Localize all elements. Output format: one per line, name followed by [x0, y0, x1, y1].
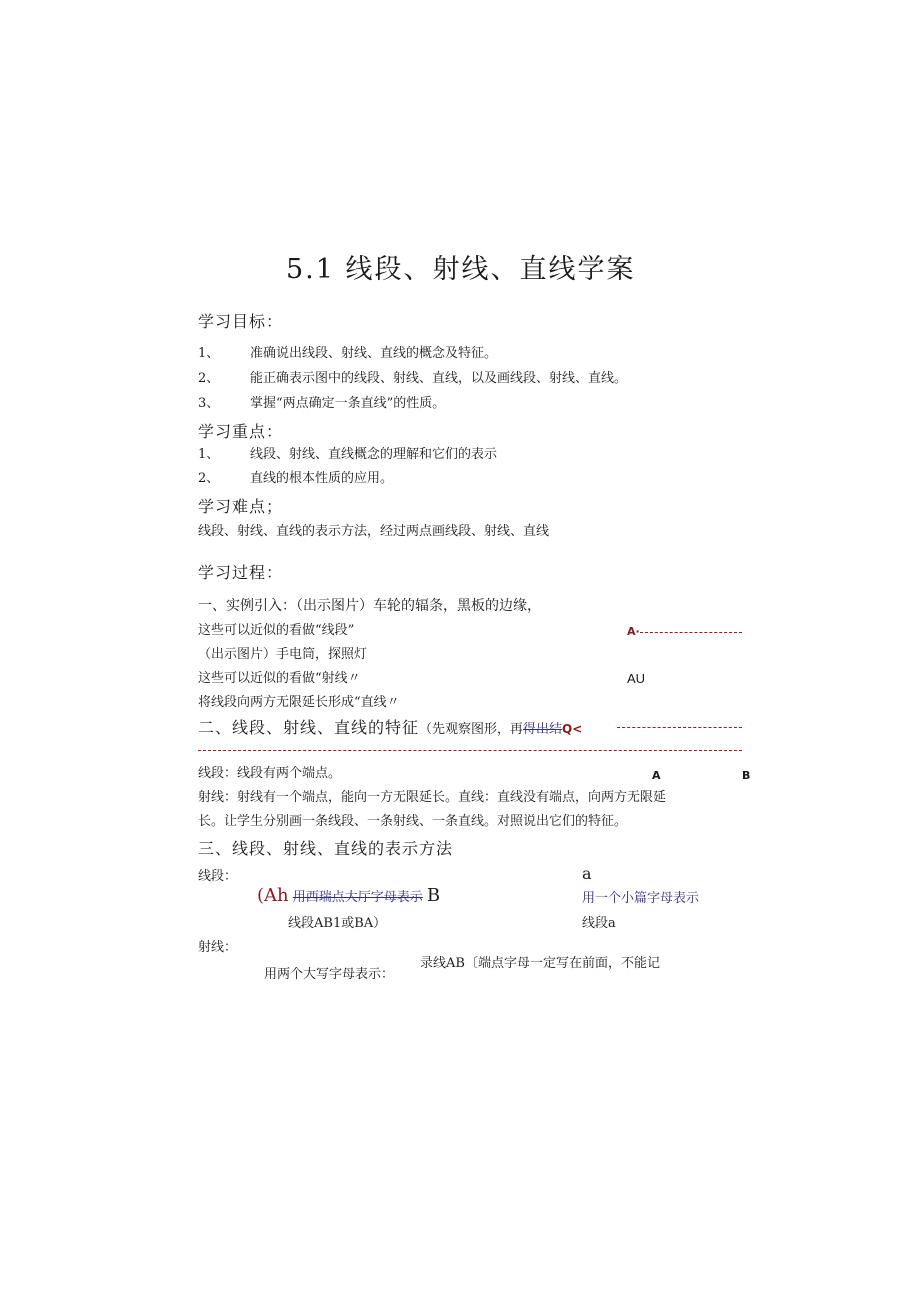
- segment-feature: 线段：线段有两个端点。: [198, 766, 342, 781]
- key-points-heading: 学习重点：: [198, 422, 284, 441]
- segment-a-notation: 线段a: [582, 916, 616, 931]
- key-point-text: 线段、射线、直线概念的理解和它们的表示: [250, 447, 498, 462]
- objective-text: 能正确表示图中的线段、射线、直线，以及画线段、射线、直线。: [250, 371, 628, 386]
- key-point-number: 1、: [198, 447, 220, 462]
- objective-text: 掌握“两点确定一条直线”的性质。: [250, 396, 446, 411]
- line-dashed-full: [198, 750, 742, 751]
- segment-ab-notation: 线段AB1或BA）: [288, 916, 387, 931]
- objective-item-1: [198, 346, 497, 362]
- difficulties-heading: 学习难点；: [198, 497, 284, 516]
- point-b-label: B: [742, 769, 751, 782]
- line-endpoint-label: Q<: [562, 722, 583, 736]
- part2-heading-line: [198, 718, 582, 738]
- objective-number: 2、: [198, 371, 220, 386]
- intro-line-3: （出示图片）手电筒，探照灯: [198, 647, 368, 662]
- key-point-item-2: [198, 471, 393, 487]
- objective-text: 准确说出线段、射线、直线的概念及特征。: [250, 346, 498, 361]
- lowercase-a: a: [582, 864, 592, 883]
- process-heading: 学习过程：: [198, 563, 284, 582]
- two-capitals-label: 用两个大写字母表示：: [264, 967, 395, 982]
- part2-struck-text: 得出结: [523, 722, 563, 737]
- part2-heading: 二、线段、射线、直线的特征: [198, 718, 420, 737]
- ray-notation-note: 录线AB〔端点字母一定写在前面，不能记: [420, 956, 660, 971]
- key-point-number: 2、: [198, 471, 220, 486]
- intro-line-1: 一、实例引入：（出示图片）车轮的辐条，黑板的边缘，: [198, 598, 541, 614]
- ray-point-label: AU: [627, 671, 646, 686]
- segment-dashed-line: [640, 632, 742, 633]
- segment-notation-line: [257, 885, 441, 906]
- ray-line-feature-2: 长。让学生分别画一条线段、一条射线、一条直线。对照说出它们的特征。: [198, 814, 628, 829]
- ray-label: 射线：: [198, 940, 238, 955]
- segment-ah-label: (Ah: [257, 885, 289, 906]
- part2-heading-paren: （先观察图形，再: [419, 722, 524, 737]
- intro-line-5: 将线段向两方无限延长形成“直线〃: [198, 695, 400, 710]
- segment-point-a-label: A·: [627, 625, 640, 638]
- struck-two-capitals-note: 用西瑞点大厅字母表示: [292, 890, 423, 905]
- segment-b-label: B: [426, 885, 441, 906]
- page-title: 5.1 线段、射线、直线学案: [286, 254, 636, 285]
- intro-line-2: 这些可以近似的看做“线段”: [198, 623, 355, 638]
- objectives-heading: 学习目标：: [198, 312, 284, 331]
- small-letter-note: 用一个小篇字母表示: [582, 891, 700, 906]
- objective-number: 1、: [198, 346, 220, 361]
- intro-line-4: 这些可以近似的看做“射线〃: [198, 671, 361, 686]
- segment-label: 线段：: [198, 869, 238, 884]
- key-point-text: 直线的根本性质的应用。: [250, 471, 394, 486]
- difficulties-text: 线段、射线、直线的表示方法，经过两点画线段、射线、直线: [198, 524, 550, 539]
- objective-number: 3、: [198, 396, 220, 411]
- objective-item-2: [198, 371, 627, 387]
- ray-line-feature: 射线：射线有一个端点，能向一方无限延长。直线：直线没有端点，向两方无限延: [198, 790, 667, 805]
- point-a-label: A: [652, 769, 661, 782]
- line-dashed-right: [617, 727, 742, 728]
- objective-item-3: [198, 396, 445, 412]
- part3-heading: 三、线段、射线、直线的表示方法: [198, 839, 454, 858]
- key-point-item-1: [198, 447, 497, 463]
